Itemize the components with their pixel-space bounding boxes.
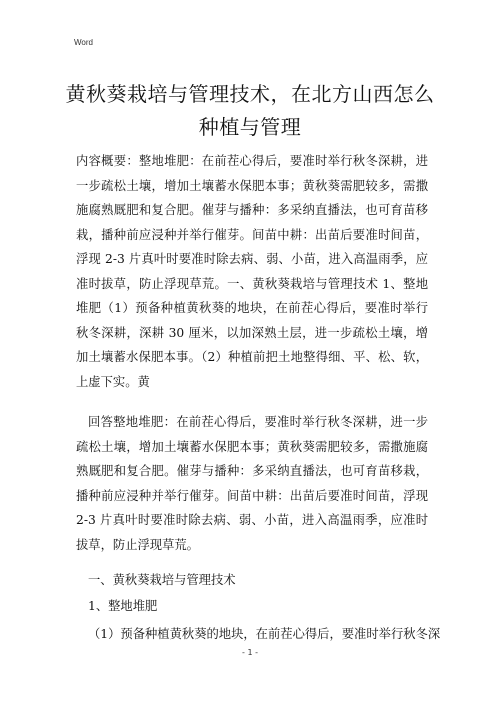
app-label: Word	[74, 38, 93, 47]
subsection-heading: 1、整地堆肥	[88, 599, 158, 613]
page-number: - 1 -	[242, 648, 258, 657]
summary-paragraph: 内容概要：整地堆肥：在前茬心得后，要准时举行秋冬深耕，进一步疏松土壤，增加土壤蓄水保肥本事；黄秋葵需肥较多，需撒施腐熟厩肥和复合肥。催芽与播种：多采纳直播法，也可育苗移栽，播种前应浸种并举行催芽。间苗中耕：出苗后要准时间苗，浮现 2-3 片真叶时要准时除去病、弱、小苗，进入高温雨季，应准时拔草，防止浮现草荒。一、黄秋葵栽培与管理技术 1、整地堆肥（1）预备种植黄秋葵的地块，在前茬心得后，要准时举行秋冬深耕，深耕 30 厘米，以加深熟土层，进一步疏松土壤，增加土壤蓄水保肥本事。（2）种植前把土地整得细、平、松、软，上虚下实。黄	[76, 154, 428, 389]
document-title: 黄秋葵栽培与管理技术，在北方山西怎么种植与管理	[65, 82, 435, 139]
answer-paragraph: 回答整地堆肥：在前茬心得后，要准时举行秋冬深耕，进一步疏松土壤，增加土壤蓄水保肥本事；黄秋葵需肥较多，需撒施腐熟厩肥和复合肥。催芽与播种：多采纳直播法，也可育苗移栽，播种前应浸种并举行催芽。间苗中耕：出苗后要准时间苗，浮现 2-3 片真叶时要准时除去病、弱、小苗，进入高温雨季，应准时拔草，防止浮现草荒。	[76, 415, 428, 552]
body-line: （1）预备种植黄秋葵的地块，在前茬心得后，要准时举行秋冬深	[88, 627, 440, 641]
section-heading: 一、黄秋葵栽培与管理技术	[88, 573, 236, 587]
